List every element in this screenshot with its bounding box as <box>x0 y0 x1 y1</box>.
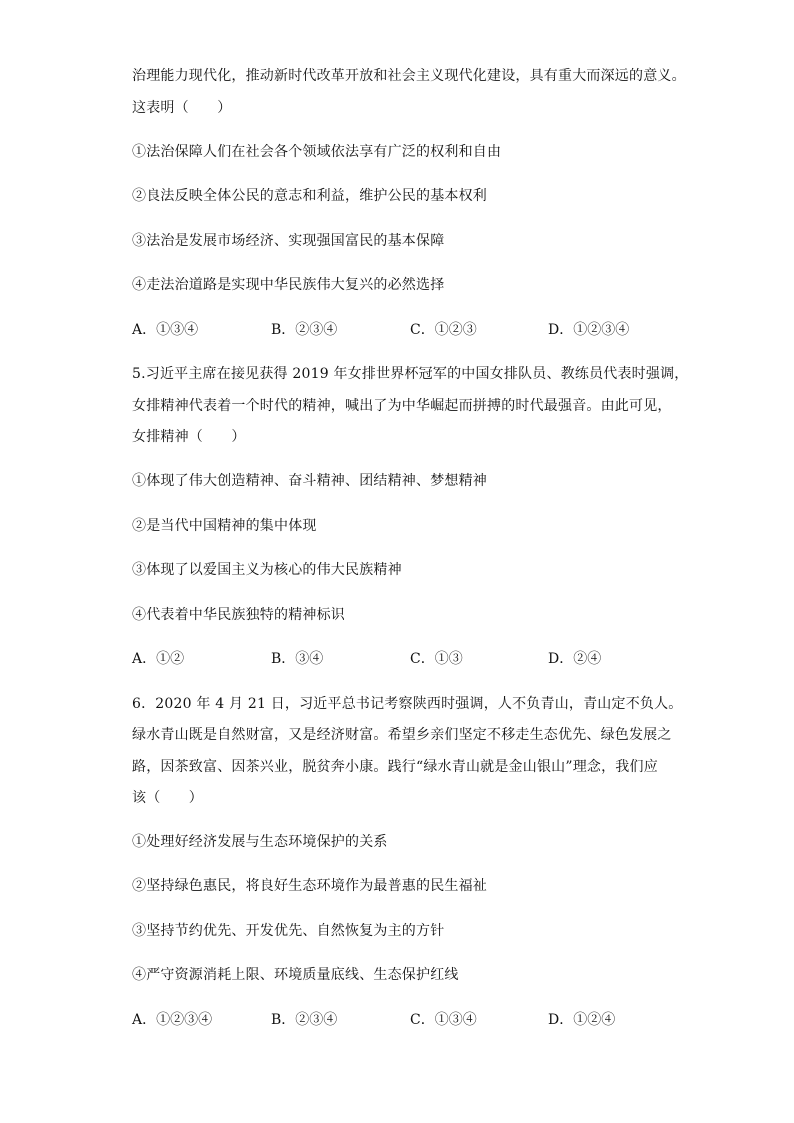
q4-option-b[interactable]: B．②③④ <box>271 322 338 338</box>
q4-option-a[interactable]: A．①③④ <box>132 322 199 338</box>
q4-statement-1: ①法治保障人们在社会各个领域依法享有广泛的权利和自由 <box>132 144 502 160</box>
q4-option-d[interactable]: D．①②③④ <box>548 322 630 338</box>
q4-statement-3: ③法治是发展市场经济、实现强国富民的基本保障 <box>132 233 445 249</box>
q6-option-d[interactable]: D．①②④ <box>548 1012 616 1028</box>
q6-stem-line-2: 绿水青山既是自然财富，又是经济财富。希望乡亲们坚定不移走生态优先、绿色发展之 <box>132 727 672 743</box>
q5-stem-line-2: 女排精神代表着一个时代的精神，喊出了为中华崛起而拼搏的时代最强音。由此可见， <box>132 398 672 414</box>
q5-option-c[interactable]: C．①③ <box>410 651 463 667</box>
q6-options <box>132 1010 692 1030</box>
q5-option-b[interactable]: B．③④ <box>271 651 324 667</box>
q4-statement-4: ④走法治道路是实现中华民族伟大复兴的必然选择 <box>132 277 445 293</box>
q4-statement-2: ②良法反映全体公民的意志和利益，维护公民的基本权利 <box>132 188 487 204</box>
q6-statement-1: ①处理好经济发展与生态环境保护的关系 <box>132 834 388 850</box>
q6-option-a[interactable]: A．①②③④ <box>132 1012 213 1028</box>
q6-option-c[interactable]: C．①③④ <box>410 1012 477 1028</box>
q5-stem-line-3: 女排精神（ ） <box>132 429 246 445</box>
q5-statement-1: ①体现了伟大创造精神、奋斗精神、团结精神、梦想精神 <box>132 473 487 489</box>
q6-statement-2: ②坚持绿色惠民，将良好生态环境作为最普惠的民生福祉 <box>132 878 487 894</box>
q4-stem-line-2: 这表明（ ） <box>132 100 232 116</box>
q6-stem-line-3: 路，因茶致富、因茶兴业，脱贫奔小康。践行“绿水青山就是金山银山”理念，我们应 <box>132 759 658 775</box>
q4-option-c[interactable]: C．①②③ <box>410 322 477 338</box>
q5-stem-line-1: 5.习近平主席在接见获得 2019 年女排世界杯冠军的中国女排队员、教练员代表时强调， <box>132 366 689 382</box>
q5-option-a[interactable]: A．①② <box>132 651 185 667</box>
q6-option-b[interactable]: B．②③④ <box>271 1012 338 1028</box>
q5-options <box>132 649 692 669</box>
q5-statement-3: ③体现了以爱国主义为核心的伟大民族精神 <box>132 562 402 578</box>
q5-statement-2: ②是当代中国精神的集中体现 <box>132 518 317 534</box>
q4-stem-line-1: 治理能力现代化，推动新时代改革开放和社会主义现代化建设，具有重大而深远的意义。 <box>132 68 686 84</box>
q5-option-d[interactable]: D．②④ <box>548 651 602 667</box>
q6-stem-line-1: 6．2020 年 4 月 21 日，习近平总书记考察陕西时强调，人不负青山，青山定不负人。 <box>132 696 683 712</box>
q6-statement-4: ④严守资源消耗上限、环境质量底线、生态保护红线 <box>132 967 459 983</box>
q4-options <box>132 320 692 340</box>
q6-statement-3: ③坚持节约优先、开发优先、自然恢复为主的方针 <box>132 923 445 939</box>
q5-statement-4: ④代表着中华民族独特的精神标识 <box>132 607 345 623</box>
q6-stem-line-4: 该（ ） <box>132 790 203 806</box>
